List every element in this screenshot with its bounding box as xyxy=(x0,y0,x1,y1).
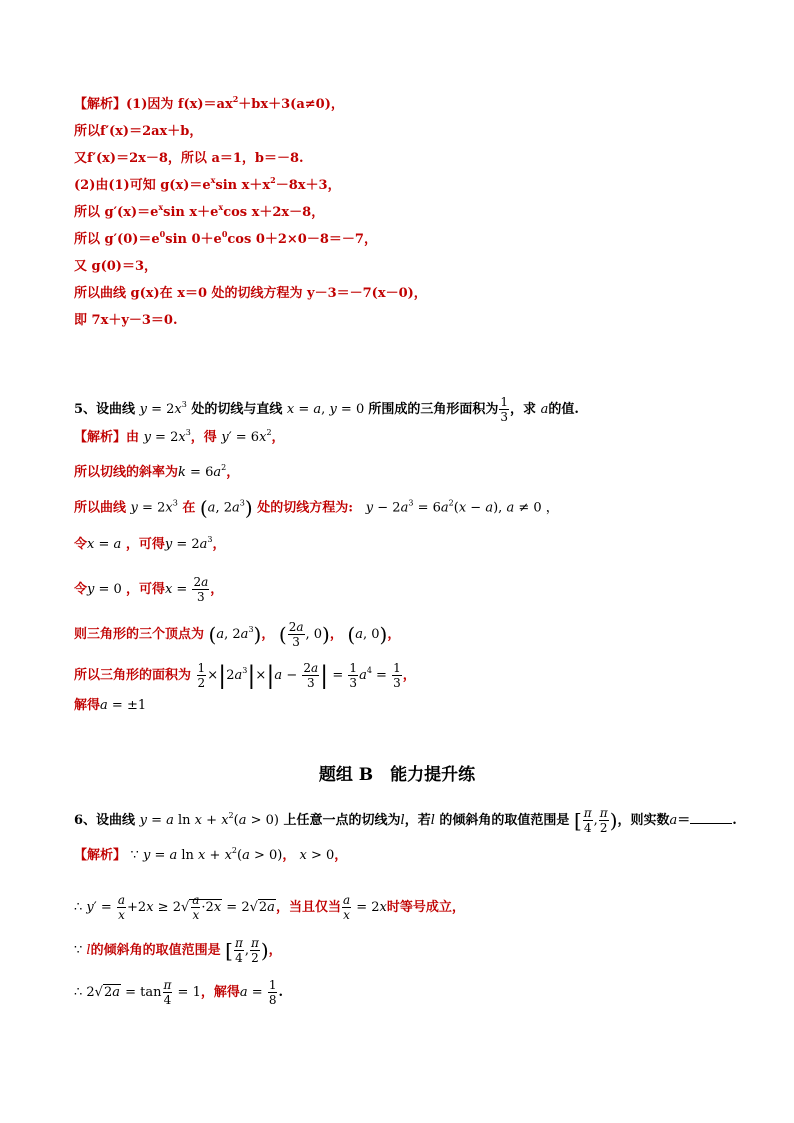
solution-tag: 【解析】 xyxy=(74,430,127,445)
p4-line-8: 所以曲线 g(x)在 x＝0 处的切线方程为 y－3＝－7(x－0)， xyxy=(74,286,427,301)
q6-sol-line-3: ∵ l的倾斜角的取值范围是 [ $\frac{\pi}{4}$ , $\frac{\pi}{2}$ )， xyxy=(74,936,282,965)
solution-tag: 【解析】 xyxy=(74,97,127,112)
q6-statement: 6、设曲线 y = a $\ln x + x^2(a > 0)$ 上任意一点的切线为l，若l 的倾斜角的取值范围是 [ $\frac{\pi}{4}$ , $\frac{\pi}{2}$ )，则实数a＝ . xyxy=(74,806,737,835)
q5-sol-line-2: 所以切线的斜率为$k = 6a^2$， xyxy=(74,463,240,480)
p4-line-1: 【解析】(1)因为 $f(x)=ax^2+bx+3(a\ne 0)$， xyxy=(74,94,344,112)
p4-line-3: 又f′(x)＝2x－8，所以 a＝1，b＝－8. xyxy=(74,151,304,166)
q5-statement: 5、设曲线 $y = 2x^3$ 处的切线与直线 x = a, y = 0 所围成的三角形面积为 $\frac{1}{3}$ ，求 a的值. xyxy=(74,395,579,424)
q5-sol-line-7: 所以三角形的面积为 $\frac{1}{2}$ $\times|2a^3|\times|a$ − $\frac{2a}{3}$ | = $\frac{1}{3}$ $a^4$ = $\frac{1}{3}$ ， xyxy=(74,661,416,690)
q5-sol-line-6: 则三角形的三个顶点为 (a, $2a^3$)， ( $\frac{2a}{3}$ , 0)， (a, 0)， xyxy=(74,620,401,649)
answer-blank xyxy=(690,811,732,824)
q5-sol-line-1: 【解析】由 $y = 2x^3$，得 $y' = 6x^2$， xyxy=(74,428,285,445)
p4-line-4: (2)由(1)可知 $g(x)=e^x\sin$ $x+x^2-8x+3$， xyxy=(74,175,341,193)
q5-sol-line-3: 所以曲线 $y = 2x^3$ 在 (a, $2a^3$) 处的切线方程为: $y - 2a^3 = 6a^2(x - a)$, a ≠ 0 ， xyxy=(74,496,559,520)
p4-line-5: 所以 $g'(x)=e^x\sin$ $x+e^x\cos$ x＋2x－8， xyxy=(74,202,325,220)
p4-line-2: 所以f′(x)＝2ax＋b， xyxy=(74,124,203,139)
p4-line-9: 即 7x＋y－3＝0. xyxy=(74,313,178,328)
q5-sol-line-5: 令y = 0 ，可得x = $\frac{2a}{3}$ ， xyxy=(74,575,224,604)
section-title: 题组 B 能力提升练 xyxy=(318,765,476,785)
q5-sol-line-8: 解得a = ±1 xyxy=(74,698,147,713)
p4-line-7: 又 g(0)＝3， xyxy=(74,259,158,274)
q5-sol-line-4: 令x = a ，可得$y = 2a^3$， xyxy=(74,535,226,552)
q6-sol-line-1: 【解析】 ∵ y = a $\ln x + x^2(a > 0)$， x > 0， xyxy=(74,846,348,863)
p4-line-6: 所以 $g'(0)=e^0\sin$ $0+e^0\cos$ 0＋2×0－8＝－7， xyxy=(74,229,377,247)
q6-sol-line-4: ∴ 2√2a = tan $\frac{\pi}{4}$ = 1，解得a = $\frac{1}{8}$ . xyxy=(74,978,283,1007)
solution-tag: 【解析】 xyxy=(74,848,127,863)
q6-sol-line-2: ∴ y′ = $\frac{a}{x}$ +2x ≥ 2√ $\frac{a}{x}$ ·2x = 2√2a，当且仅当 $\frac{a}{x}$ = 2x时等号成立， xyxy=(74,893,465,922)
